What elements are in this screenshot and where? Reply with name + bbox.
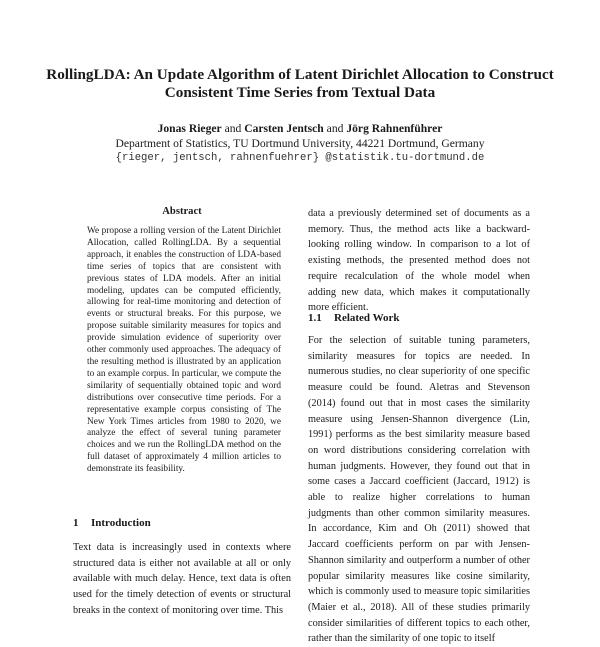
section-heading-related-work (308, 312, 400, 324)
abstract-text: We propose a rolling version of the Latent Dirichlet Allocation, called RollingLDA. By a sequential approach, it enables the construction of LDA-based time series of topics that are consistent with previous states of LDA models. After an initial modeling, updates can be computed efficiently, allowing for real-time monitoring and detection of events or structural breaks. For this purpose, we propose suitable similarity measures for topics and provide simulation evidence of superiority over other commonly used approaches. The adequacy of the resulting method is illustrated by an application to an example corpus. In particular, we compute the similarity of sequentially obtained topic and word distributions over consecutive time periods. For a representative example corpus consisting of The New York Times articles from 1980 to 2020, we analyze the effect of several tuning parameter choices and we run the RollingLDA method on the full dataset of approximately 4 million articles to demonstrate its feasibility. (87, 226, 281, 475)
affiliation: Department of Statistics, TU Dortmund University, 44221 Dortmund, Germany (115, 137, 485, 150)
section-heading-introduction (73, 517, 151, 529)
author-name: Jörg Rahnenführer (346, 122, 443, 135)
section-number: 1 (73, 517, 79, 529)
author-emails: {rieger, jentsch, rahnenfuehrer} @statistik.tu-dortmund.de (115, 152, 485, 164)
related-work-text: For the selection of suitable tuning parameters, similarity measures for topics are needed. In numerous studies, no clear superiority of one specific measure could be found. Aletras and Stevenson (2014) found out that in most cases the similarity measure using Jensen-Shannon divergence (Lin, 1991) performs as the best similarity measure based on word distributions considering correlation with human judgments. However, they found out that in some cases a Jaccard coefficient (Jaccard, 1912) is able to realize higher correlations to human judgments than other common similarity measures. In accordance, Kim and Oh (2011) showed that Jaccard coefficients perform on par with Jensen-Shannon similarity and outperform a number of other popular similarity measures like cosine similarity, which is commonly used to measure topic similarities (Maier et al., 2018). All of these studies primarily consider similarities of different topics to each other, rather than the similarity of one topic to itself (308, 335, 530, 645)
author-separator: and (224, 122, 242, 135)
section-number: 1.1 (308, 312, 322, 324)
section-title: Introduction (91, 517, 151, 529)
abstract-heading: Abstract (162, 206, 202, 217)
paper-title: RollingLDA: An Update Algorithm of Latent Dirichlet Allocation to Construct Consistent Time Series from Textual Data (46, 66, 554, 101)
continuation-text: data a previously determined set of documents as a memory. Thus, the method acts like a backward-looking rolling window. In comparison to a lot of existing methods, the presented method does not require recalculation of the whole model when adding new data, which makes it computationally more efficient. (308, 208, 530, 314)
section-title: Related Work (334, 312, 400, 324)
author-line (40, 121, 560, 136)
author-separator: and (326, 122, 344, 135)
introduction-text: Text data is increasingly used in contexts where structured data is either not available at all or only available with much delay. Hence, text data is often used for the timely detection of events or structural breaks in the context of monitoring over time. This (73, 542, 291, 616)
author-name: Jonas Rieger (157, 122, 222, 135)
author-name: Carsten Jentsch (244, 122, 324, 135)
